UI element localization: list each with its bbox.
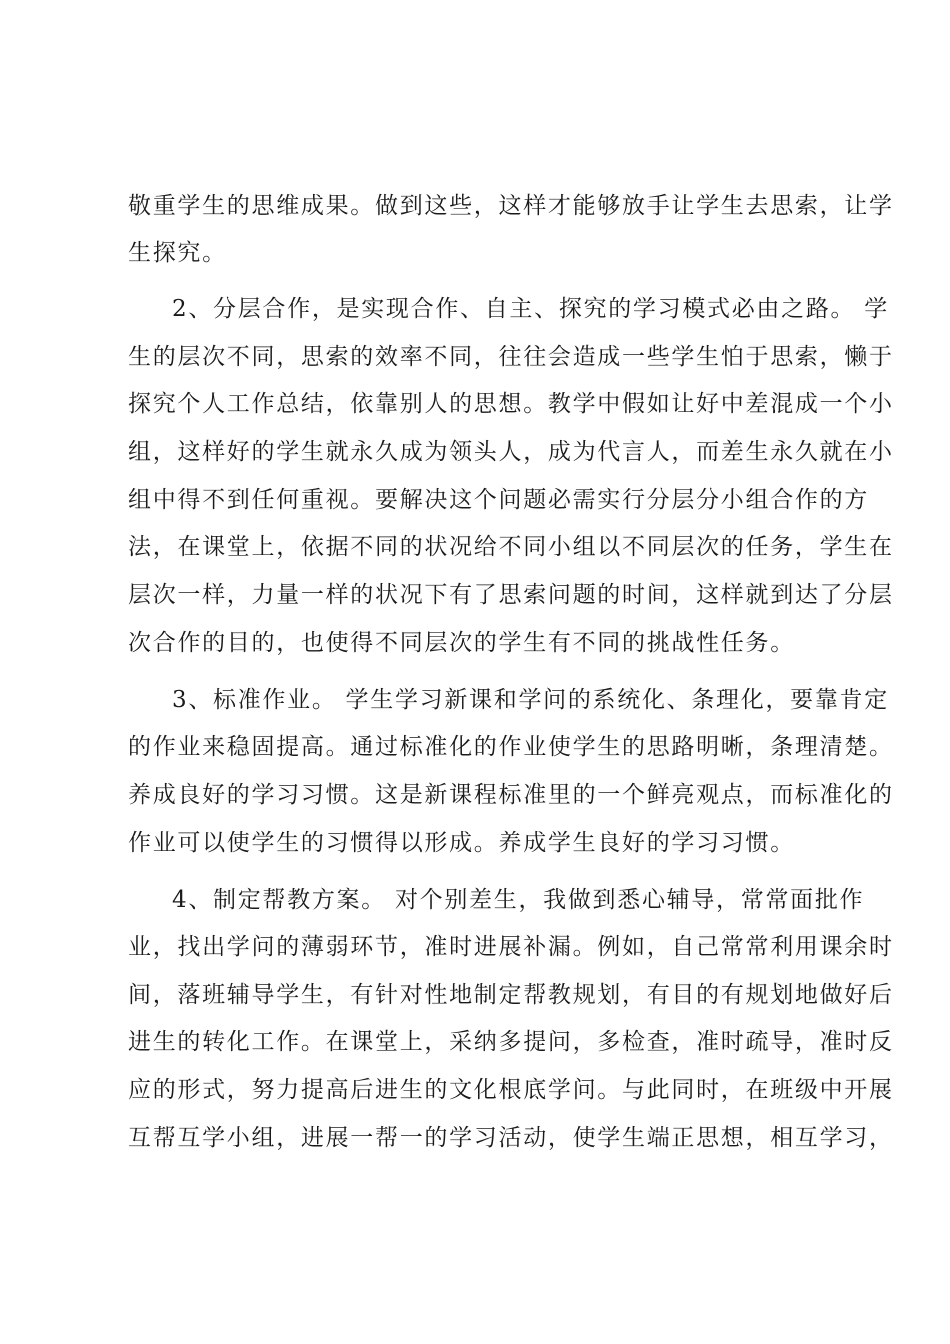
paragraph-3-heading-line: 3、标准作业。 学生学习新课和学问的系统化、条理化，要靠肯定 [172,687,889,713]
text-line: 养成良好的学习习惯。这是新课程标准里的一个鲜亮观点，而标准化的 [128,782,894,808]
text-line: 互帮互学小组，进展一帮一的学习活动，使学生端正思想，相互学习， [128,1125,894,1151]
text-line: 间，落班辅导学生，有针对性地制定帮教规划，有目的有规划地做好后 [128,982,894,1008]
text-line: 应的形式，努力提高后进生的文化根底学问。与此同时，在班级中开展 [128,1077,894,1103]
text-line: 组中得不到任何重视。要解决这个问题必需实行分层分小组合作的方 [128,487,869,513]
text-line: 层次一样，力量一样的状况下有了思索问题的时间，这样就到达了分层 [128,582,894,608]
text-line: 探究个人工作总结，依靠别人的思想。教学中假如让好中差混成一个小 [128,391,894,417]
text-line: 作业可以使学生的习惯得以形成。养成学生良好的学习习惯。 [128,830,795,856]
text-line: 生探究。 [128,240,227,266]
text-line: 法，在课堂上，依据不同的状况给不同小组以不同层次的任务，学生在 [128,534,894,560]
text-line: 进生的转化工作。在课堂上，采纳多提问，多检查，准时疏导，准时反 [128,1029,894,1055]
text-line: 敬重学生的思维成果。做到这些，这样才能够放手让学生去思索，让学 [128,193,894,219]
paragraph-4-heading-line: 4、制定帮教方案。 对个别差生，我做到悉心辅导，常常面批作 [172,887,865,913]
text-line: 次合作的目的，也使得不同层次的学生有不同的挑战性任务。 [128,630,795,656]
text-line: 的作业来稳固提高。通过标准化的作业使学生的思路明晰，条理清楚。 [128,734,894,760]
paragraph-2-heading-line: 2、分层合作，是实现合作、自主、探究的学习模式必由之路。 学 [172,296,889,322]
text-line: 组，这样好的学生就永久成为领头人，成为代言人，而差生永久就在小 [128,439,894,465]
text-line: 生的层次不同，思索的效率不同，往往会造成一些学生怕于思索，懒于 [128,344,894,370]
text-line: 业，找出学问的薄弱环节，准时进展补漏。例如，自己常常利用课余时 [128,934,894,960]
